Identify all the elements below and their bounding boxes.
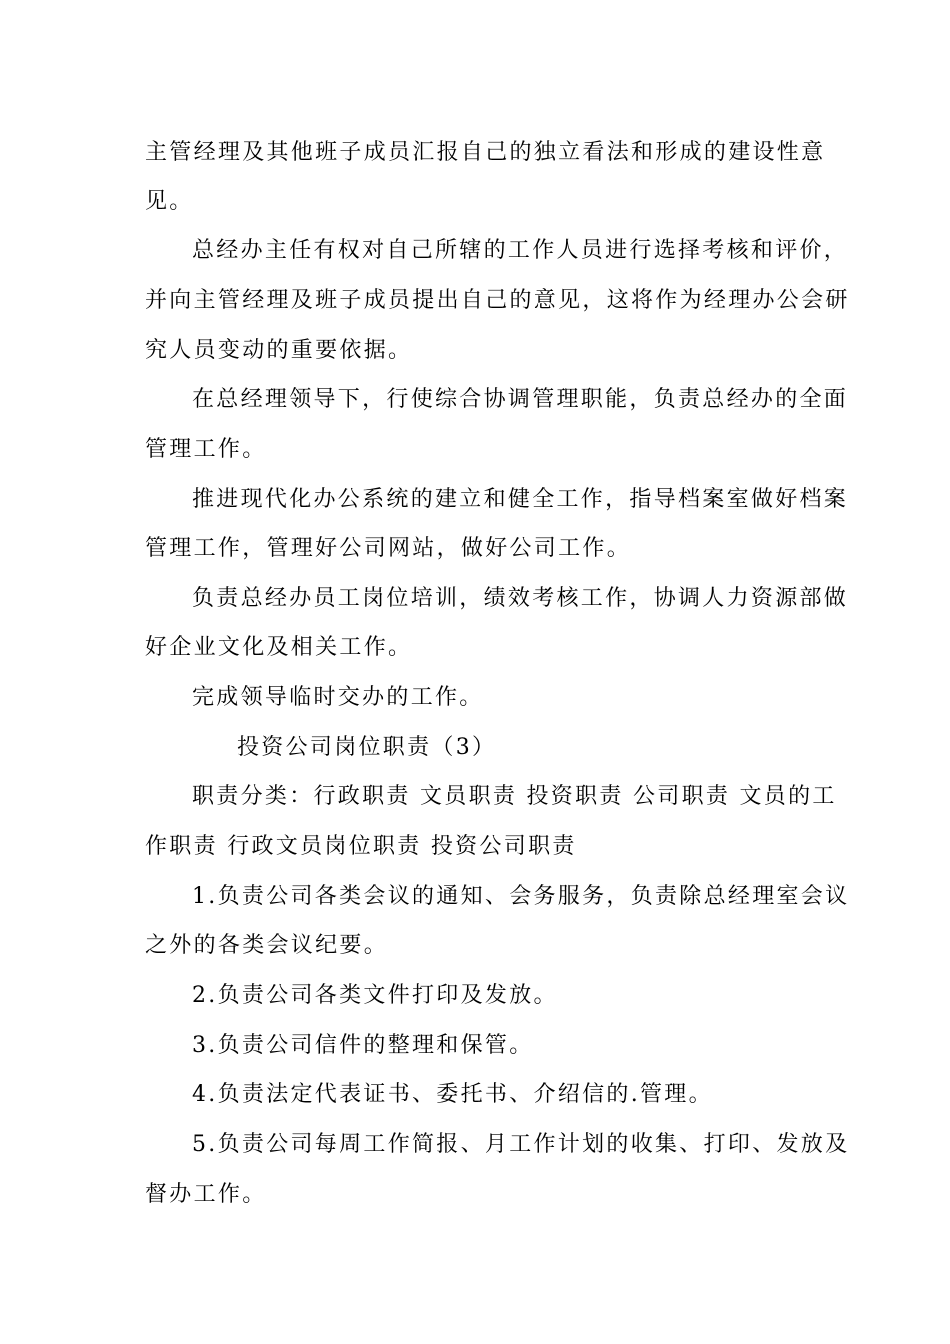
list-item: 1.负责公司各类会议的通知、会务服务，负责除总经理室会议 (192, 884, 850, 909)
text-line: 管理工作。 (145, 437, 267, 462)
text-line: 好企业文化及相关工作。 (145, 635, 413, 660)
text-line: 完成领导临时交办的工作。 (192, 685, 484, 710)
list-item: 3.负责公司信件的整理和保管。 (192, 1033, 534, 1058)
text-line: 推进现代化办公系统的建立和健全工作，指导档案室做好档案 (192, 487, 849, 512)
text-line: 并向主管经理及班子成员提出自己的意见，这将作为经理办公会研 (145, 288, 850, 313)
text-line: 主管经理及其他班子成员汇报自己的独立看法和形成的建设性意 (145, 140, 826, 165)
text-line: 作职责 行政文员岗位职责 投资公司职责 (145, 834, 577, 859)
text-line: 见。 (145, 189, 194, 214)
text-line: 总经办主任有权对自己所辖的工作人员进行选择考核和评价， (192, 238, 849, 263)
list-item: 4.负责法定代表证书、委托书、介绍信的.管理。 (192, 1082, 713, 1107)
section-title: 投资公司岗位职责（3） (237, 735, 497, 760)
text-line: 之外的各类会议纪要。 (145, 933, 389, 958)
list-item: 2.负责公司各类文件打印及发放。 (192, 983, 558, 1008)
text-line: 督办工作。 (145, 1182, 267, 1207)
text-line: 职责分类：行政职责 文员职责 投资职责 公司职责 文员的工 (192, 784, 837, 809)
text-line: 管理工作，管理好公司网站，做好公司工作。 (145, 536, 632, 561)
text-line: 在总经理领导下，行使综合协调管理职能，负责总经办的全面 (192, 387, 849, 412)
text-line: 究人员变动的重要依据。 (145, 338, 413, 363)
list-item: 5.负责公司每周工作简报、月工作计划的收集、打印、发放及 (192, 1132, 850, 1157)
text-line: 负责总经办员工岗位培训，绩效考核工作，协调人力资源部做 (192, 586, 849, 611)
